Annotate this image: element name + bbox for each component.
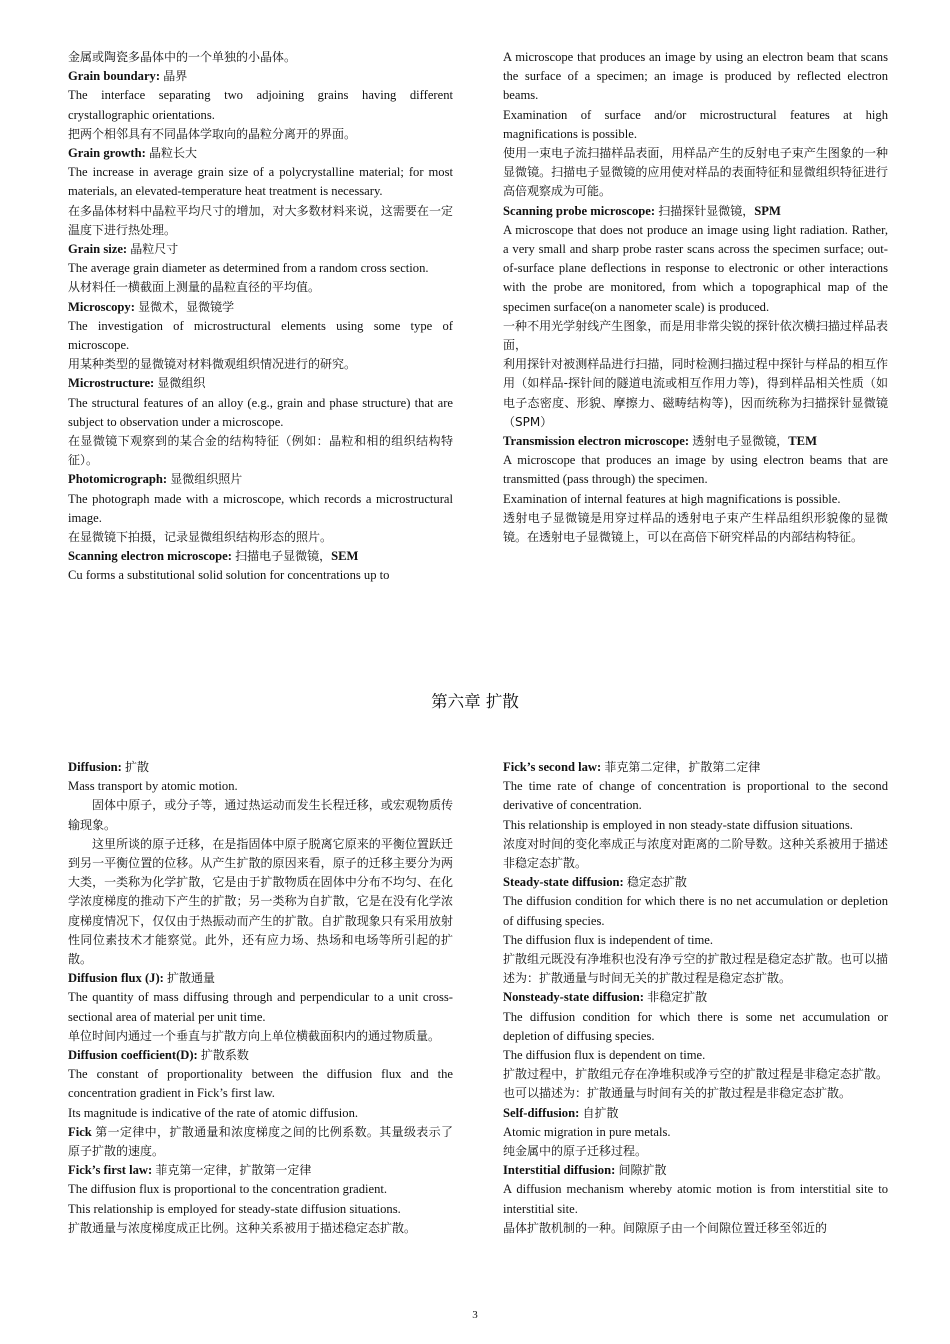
definition-english: A diffusion mechanism whereby atomic motion is from interstitial site to interstitial site. — [503, 1182, 888, 1216]
glossary-term — [68, 374, 453, 393]
glossary-term — [68, 1161, 453, 1180]
definition-chinese: 纯金属中的原子迁移过程。 — [503, 1144, 648, 1159]
glossary-term — [68, 298, 453, 317]
definition-english: A microscope that produces an image by using an electron beam that scans the surface of a specimen; an image is produced by reflected electron beams. — [503, 50, 888, 103]
definition-english: The diffusion condition for which there is no net accumulation or depletion of diffusing species. — [503, 894, 888, 928]
term-chinese: 扩散系数 — [200, 1048, 249, 1063]
definition-english: The diffusion flux is dependent on time. — [503, 1048, 706, 1063]
term-chinese: 扩散 — [125, 760, 150, 774]
term-abbreviation: SEM — [331, 549, 359, 564]
glossary-term — [68, 758, 453, 777]
definition-english: The quantity of mass diffusing through and perpendicular to a unit cross-sectional area of material per unit time. — [68, 990, 453, 1024]
definition-chinese-text: 第一定律中，扩散通量和浓度梯度之间的比例系数。其量级表示了原子扩散的速度。 — [68, 1124, 453, 1159]
definition-chinese: 使用一束电子流扫描样品表面，用样品产生的反射电子束产生图象的一种显微镜。扫描电子显微镜的应用使对样品的表面特征和显微组织特征进行高倍观察成为可能。 — [503, 146, 888, 199]
term-chinese: 菲克第一定律，扩散第一定律 — [155, 1163, 312, 1178]
definition-chinese: 在显微镜下拍摄，记录显微组织结构形态的照片。 — [68, 530, 333, 545]
term-english: Photomicrograph: — [68, 472, 168, 487]
glossary-term — [68, 470, 453, 489]
term-chinese: 晶粒尺寸 — [130, 242, 179, 257]
definition-english: The diffusion flux is independent of time. — [503, 932, 713, 947]
glossary-term — [503, 873, 888, 892]
definition-chinese: 用某种类型的显微镜对材料微观组织情况进行的研究。 — [68, 357, 357, 372]
definition-chinese: 利用探针对被测样品进行扫描，同时检测扫描过程中探针与样品的相互作用（如样品-探针间的隧道电流或相互作用力等)，得到样品相关性质（如电子态密度、形貌、摩擦力、磁畴结构等)，因而统称为扫描探针显微镜（SPM） — [503, 357, 888, 429]
term-english: Scanning probe microscope: — [503, 203, 656, 218]
definition-english: This relationship is employed for steady-state diffusion situations. — [68, 1201, 401, 1216]
definition-chinese: 一种不用光学射线产生图象，而是用非常尖锐的探针依次横扫描过样品表面， — [503, 318, 888, 353]
term-chinese: 扫描探针显微镜， — [658, 203, 755, 218]
glossary-term — [503, 202, 888, 221]
term-english: Diffusion coefficient(D): — [68, 1048, 198, 1063]
glossary-term — [68, 547, 453, 566]
term-english: Nonsteady-state diffusion: — [503, 990, 644, 1005]
definition-chinese: 晶体扩散机制的一种。间隙原子由一个间隙位置迁移至邻近的 — [503, 1220, 828, 1235]
definition-english: The investigation of microstructural elements using some type of microscope. — [68, 318, 453, 353]
term-english: Steady-state diffusion: — [503, 875, 624, 890]
term-english: Scanning electron microscope: — [68, 549, 232, 564]
term-chinese: 透射电子显微镜， — [692, 434, 789, 449]
definition-chinese: 从材料任一横截面上测量的晶粒直径的平均值。 — [68, 280, 321, 295]
top-right-column — [503, 48, 888, 547]
definition-english: A microscope that produces an image by using electron beams that are transmitted (pass through) the specimen. — [503, 453, 888, 487]
term-english: Interstitial diffusion: — [503, 1163, 616, 1178]
term-chinese: 显微组织照片 — [170, 472, 243, 487]
definition-chinese: 金属或陶瓷多晶体中的一个单独的小晶体。 — [68, 50, 297, 64]
glossary-term — [68, 67, 453, 86]
glossary-term — [503, 758, 888, 777]
glossary-term — [503, 988, 888, 1007]
chapter-title: 第六章 扩散 — [431, 692, 519, 711]
glossary-term — [68, 144, 453, 163]
definition-english: A microscope that does not produce an image using light radiation. Rather, a very small and sharp probe raster scans across the specimen surface; out-of-surface plane deflections in response to electronic or other interactions with the probe are monitored, from which a topographical map of the specimen surface(on a nanometer scale) is produced. — [503, 222, 888, 314]
definition-english: Its magnitude is indicative of the rate of atomic diffusion. — [68, 1105, 359, 1120]
term-english: Fick’s second law: — [503, 760, 602, 774]
definition-english: Mass transport by atomic motion. — [68, 779, 238, 794]
term-chinese: 自扩散 — [582, 1105, 619, 1120]
glossary-term — [503, 432, 888, 451]
definition-chinese: 在显微镜下观察到的某合金的结构特征（例如：晶粒和相的组织结构特征）。 — [68, 434, 453, 468]
term-chinese: 间隙扩散 — [618, 1163, 667, 1178]
term-chinese: 晶粒长大 — [148, 146, 197, 161]
definition-english: The constant of proportionality between the diffusion flux and the concentration gradient in Fick’s first law. — [68, 1067, 453, 1101]
bottom-left-column — [68, 758, 453, 1238]
definition-english: The increase in average grain size of a polycrystalline material; for most materials, an elevated-temperature heat treatment is necessary. — [68, 165, 453, 199]
term-english: Grain size: — [68, 242, 128, 257]
page-number: 3 — [472, 1309, 478, 1321]
bottom-right-column — [503, 758, 888, 1238]
definition-chinese: 单位时间内通过一个垂直与扩散方向上单位横截面积内的通过物质量。 — [68, 1028, 441, 1043]
term-chinese: 稳定态扩散 — [626, 875, 687, 890]
definition-english: The time rate of change of concentration is proportional to the second derivative of concentration. — [503, 779, 888, 813]
term-english: Diffusion flux (J): — [68, 971, 164, 986]
term-chinese: 非稳定扩散 — [647, 990, 708, 1005]
definition-english: The structural features of an alloy (e.g., grain and phase structure) that are subject to observation under a microscope. — [68, 395, 453, 429]
term-chinese: 扫描电子显微镜， — [235, 549, 332, 564]
term-english: Microscopy: — [68, 299, 135, 314]
definition-chinese: 透射电子显微镜是用穿过样品的透射电子束产生样品组织形貌像的显微镜。在透射电子显微镜上，可以在高倍下研究样品的内部结构特征。 — [503, 510, 888, 545]
definition-english: Atomic migration in pure metals. — [503, 1124, 671, 1139]
glossary-term — [68, 969, 453, 988]
term-english: Diffusion: — [68, 760, 122, 774]
term-english: Microstructure: — [68, 376, 155, 391]
term-chinese: 显微术，显微镜学 — [138, 299, 235, 314]
glossary-term — [503, 1161, 888, 1180]
definition-chinese: 浓度对时间的变化率成正与浓度对距离的二阶导数。这种关系被用于描述非稳定态扩散。 — [503, 836, 888, 871]
definition-english: The interface separating two adjoining grains having different crystallographic orientations. — [68, 88, 453, 122]
term-english: Transmission electron microscope: — [503, 434, 690, 449]
term-english: Grain boundary: — [68, 69, 161, 84]
definition-chinese: 在多晶体材料中晶粒平均尺寸的增加，对大多数材料来说，这需要在一定温度下进行热处理。 — [68, 203, 453, 237]
definition-chinese: 扩散组元既没有净堆积也没有净亏空的扩散过程是稳定态扩散。也可以描述为：扩散通量与时间无关的扩散过程是稳定态扩散。 — [503, 952, 888, 986]
definition-english: The photograph made with a microscope, which records a microstructural image. — [68, 491, 453, 525]
glossary-term — [503, 1104, 888, 1123]
term-chinese: 扩散通量 — [167, 971, 216, 986]
definition-english: The diffusion flux is proportional to the concentration gradient. — [68, 1182, 388, 1197]
definition-chinese: 这里所谈的原子迁移，在是指固体中原子脱离它原来的平衡位置跃迁到另一平衡位置的位移。从产生扩散的原因来看，原子的迁移主要分为两大类，一类称为化学扩散，它是由于扩散物质在固体中分布不均匀、在化学浓度梯度的推动下产生的扩散；另一类称为自扩散，它是在没有化学浓度梯度情况下，仅仅由于热振动而产生的扩散。自扩散现象只有采用放射性同位素技术才能察觉。此外，还有应力场、热场和电场等所引起的扩散。 — [68, 836, 453, 967]
definition-english: This relationship is employed in non steady-state diffusion situations. — [503, 817, 853, 832]
term-chinese: 晶界 — [163, 69, 188, 84]
definition-english: The diffusion condition for which there is some net accumulation or depletion of diffusing species. — [503, 1009, 888, 1043]
term-english: Fick’s first law: — [68, 1163, 153, 1178]
definition-chinese: 扩散通量与浓度梯度成正比例。这种关系被用于描述稳定态扩散。 — [68, 1220, 417, 1235]
glossary-term — [68, 1046, 453, 1065]
definition-english: Examination of internal features at high magnifications is possible. — [503, 491, 841, 506]
definition-english: Cu forms a substitutional solid solution for concentrations up to — [68, 568, 390, 583]
term-english: Fick — [68, 1124, 92, 1139]
definition-chinese: 固体中原子，或分子等，通过热运动而发生长程迁移，或宏观物质传输现象。 — [68, 798, 453, 832]
top-left-column — [68, 48, 453, 586]
term-abbreviation: SPM — [754, 203, 781, 218]
term-english: Grain growth: — [68, 146, 146, 161]
term-abbreviation: TEM — [788, 434, 817, 449]
term-chinese: 显微组织 — [157, 376, 206, 391]
definition-chinese: 扩散过程中，扩散组元存在净堆积或净亏空的扩散过程是非稳定态扩散。也可以描述为：扩散通量与时间有关的扩散过程是非稳定态扩散。 — [503, 1067, 888, 1101]
term-english: Self-diffusion: — [503, 1105, 580, 1120]
definition-chinese: 把两个相邻具有不同晶体学取向的晶粒分离开的界面。 — [68, 126, 357, 141]
definition-chinese — [68, 1123, 453, 1161]
definition-english: Examination of surface and/or microstructural features at high magnifications is possible. — [503, 107, 888, 141]
definition-english: The average grain diameter as determined from a random cross section. — [68, 261, 429, 276]
term-chinese: 菲克第二定律，扩散第二定律 — [604, 760, 761, 774]
glossary-term — [68, 240, 453, 259]
